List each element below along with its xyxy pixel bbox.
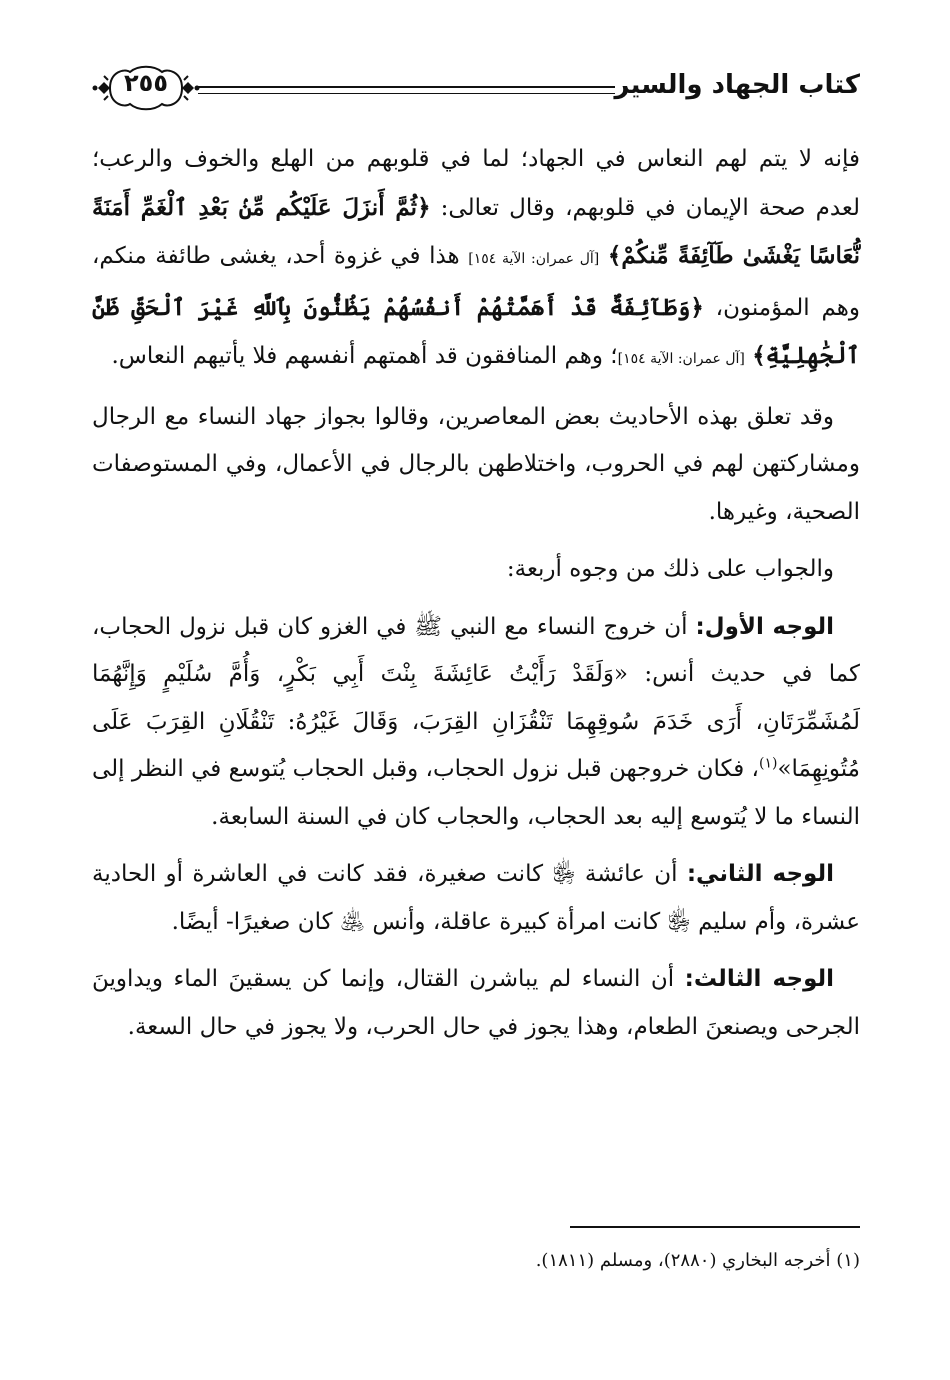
text: ؛ وهم المنافقون قد أهمتهم أنفسهم فلا يأتيهم النعاس. [111, 343, 618, 369]
paragraph-2: وقد تعلق بهذه الأحاديث بعض المعاصرين، وقالوا بجواز جهاد النساء مع الرجال ومشاركتهن لهم في الحروب، واختلاطهن بالرجال في الأعمال، وفي المستوصفات الصحية، وغيرها. [92, 403, 860, 525]
page-header [90, 62, 860, 122]
quran-verse: ﴿ثُمَّ أَنزَلَ عَلَيْكُم مِّنۢ بَعْدِ ٱلْغَمِّ أَمَنَةً نُّعَاسًا يَغْشَىٰ طَآئِفَةً مِّنكُمْ﴾ [92, 193, 861, 269]
page-number-ornament [90, 62, 202, 114]
quran-verse: ﴿وَطَآئِفَةٌ قَدْ أَهَمَّتْهُمْ أَنفُسُهُمْ يَظُنُّونَ بِٱللَّهِ غَيْرَ ٱلْحَقِّ ظَنَّ ٱلْجَٰهِلِيَّةِ﴾ [92, 293, 860, 369]
main-text [92, 136, 860, 1061]
text: ، فكان خروجهن قبل نزول الحجاب، وقبل الحجاب يُتوسع في النظر إلى النساء ما لا يُتوسع إليه بعد الحجاب، والحجاب كان في السنة السابعة. [92, 756, 860, 830]
section-heading: الوجه الثاني: [686, 861, 834, 887]
paragraph-3: والجواب على ذلك من وجوه أربعة: [506, 556, 834, 582]
text: أن النساء لم يباشرن القتال، وإنما كن يسقينَ الماء ويداوينَ الجرحى ويصنعنَ الطعام، وهذا يجوز في حال الحرب، ولا يجوز في حال السعة. [92, 966, 860, 1040]
header-rule [198, 86, 615, 88]
text: أن عائشة ﵂ كانت صغيرة، فقد كانت في العاشرة أو الحادية عشرة، وأم سليم ﵂ كانت امرأة كبيرة عاقلة، وأنس ﵁ كان صغيرًا- أيضًا. [92, 861, 860, 935]
footnote-separator [570, 1226, 860, 1228]
text: أن خروج النساء مع النبي ﷺ في الغزو كان قبل نزول الحجاب، كما في حديث أنس: «وَلَقَدْ رَأَيْتُ عَائِشَةَ بِنْتَ أَبِي بَكْرٍ، وَأُمَّ سُلَيْمٍ وَإِنَّهُمَا لَمُشَمِّرَتَانِ، أَرَى خَدَمَ سُوقِهِمَا تَنْقُزَانِ القِرَبَ، وَقَالَ غَيْرُهُ: تَنْقُلَانِ القِرَبَ عَلَى مُتُونِهِمَا» [92, 613, 860, 782]
header-rule-thin [198, 93, 615, 94]
footnote-marker: (١) [759, 755, 778, 772]
text: فإنه لا يتم لهم النعاس في الجهاد؛ لما في قلوبهم من الهلع والخوف والرعب؛ لعدم صحة الإيمان في قلوبهم، وقال تعالى: [92, 146, 861, 221]
paragraph-6 [92, 956, 860, 1051]
paragraph-1 [92, 136, 860, 384]
page-number: ٢٥٥ [124, 69, 168, 97]
paragraph-4 [92, 604, 860, 842]
text: هذا في غزوة أحد، يغشى طائفة منكم، وهم المؤمنون، [92, 243, 861, 321]
section-heading: الوجه الأول: [695, 613, 835, 640]
verse-reference: [آل عمران: الآية ١٥٤] [468, 251, 600, 267]
paragraph-5 [92, 851, 860, 946]
book-title: كتاب الجهاد والسير [614, 70, 860, 100]
footnote: (١) أخرجه البخاري (٢٨٨٠)، ومسلم (١٨١١). [535, 1250, 860, 1271]
verse-reference: [آل عمران: الآية ١٥٤] [617, 351, 745, 367]
section-heading: الوجه الثالث: [684, 966, 835, 992]
